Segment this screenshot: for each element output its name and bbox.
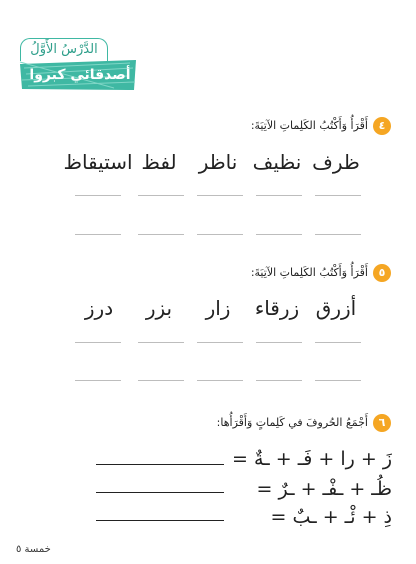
word-2: زرقاء (254, 296, 300, 320)
writing-line[interactable] (138, 342, 184, 343)
writing-line[interactable] (197, 195, 243, 196)
writing-line[interactable] (75, 342, 121, 343)
question-number-5: ٥ (373, 264, 391, 282)
question-4-instruction: أَقْرَأُ وَأَكْتُبُ الكَلِماتِ الآتِيَةَ: (250, 119, 368, 132)
writing-line[interactable] (256, 234, 302, 235)
word-1: أزرق (315, 296, 357, 320)
writing-line[interactable] (315, 342, 361, 343)
letters-equation-1: زَ + را + فَـ + ـةٌ = (232, 448, 392, 470)
unit-title: أصدقائي كبروا (29, 67, 131, 83)
writing-line[interactable] (315, 234, 361, 235)
writing-line[interactable] (197, 342, 243, 343)
question-number-4: ٤ (373, 117, 391, 135)
writing-line[interactable] (315, 195, 361, 196)
question-5-instruction: أَقْرَأُ وَأَكْتُبُ الكَلِماتِ الآتِيَةَ: (250, 266, 368, 279)
writing-line[interactable] (197, 380, 243, 381)
letters-equation-2: ظُـ + ـفْـ + ـرٌ = (256, 478, 392, 500)
word-4: لفظ (141, 150, 177, 174)
word-3: ناظر (198, 150, 238, 174)
question-6-instruction: أَجْمَعُ الحُروفَ في كَلِماتٍ وَأَقْرَأُها: (216, 416, 368, 429)
writing-line[interactable] (315, 380, 361, 381)
question-number-6: ٦ (373, 414, 391, 432)
writing-line[interactable] (75, 195, 121, 196)
lesson-label: الدَّرْسُ الأَوَّلُ (20, 38, 108, 61)
word-5: استيقاظ (63, 150, 133, 174)
writing-line[interactable] (75, 380, 121, 381)
writing-line[interactable] (256, 195, 302, 196)
word-4: بزر (145, 296, 173, 320)
word-2: نظيف (252, 150, 302, 174)
writing-line[interactable] (256, 342, 302, 343)
writing-line[interactable] (197, 234, 243, 235)
answer-line[interactable] (96, 492, 224, 493)
word-5: درز (84, 296, 114, 320)
answer-line[interactable] (96, 520, 224, 521)
writing-line[interactable] (138, 234, 184, 235)
word-3: زار (205, 296, 231, 320)
page-number: خمسة ٥ (16, 544, 51, 555)
writing-line[interactable] (138, 380, 184, 381)
word-1: ظرف (312, 150, 360, 174)
writing-line[interactable] (75, 234, 121, 235)
letters-equation-3: ذِ + ئْـ + ـبٌ = (270, 506, 392, 528)
writing-line[interactable] (256, 380, 302, 381)
writing-line[interactable] (138, 195, 184, 196)
answer-line[interactable] (96, 464, 224, 465)
